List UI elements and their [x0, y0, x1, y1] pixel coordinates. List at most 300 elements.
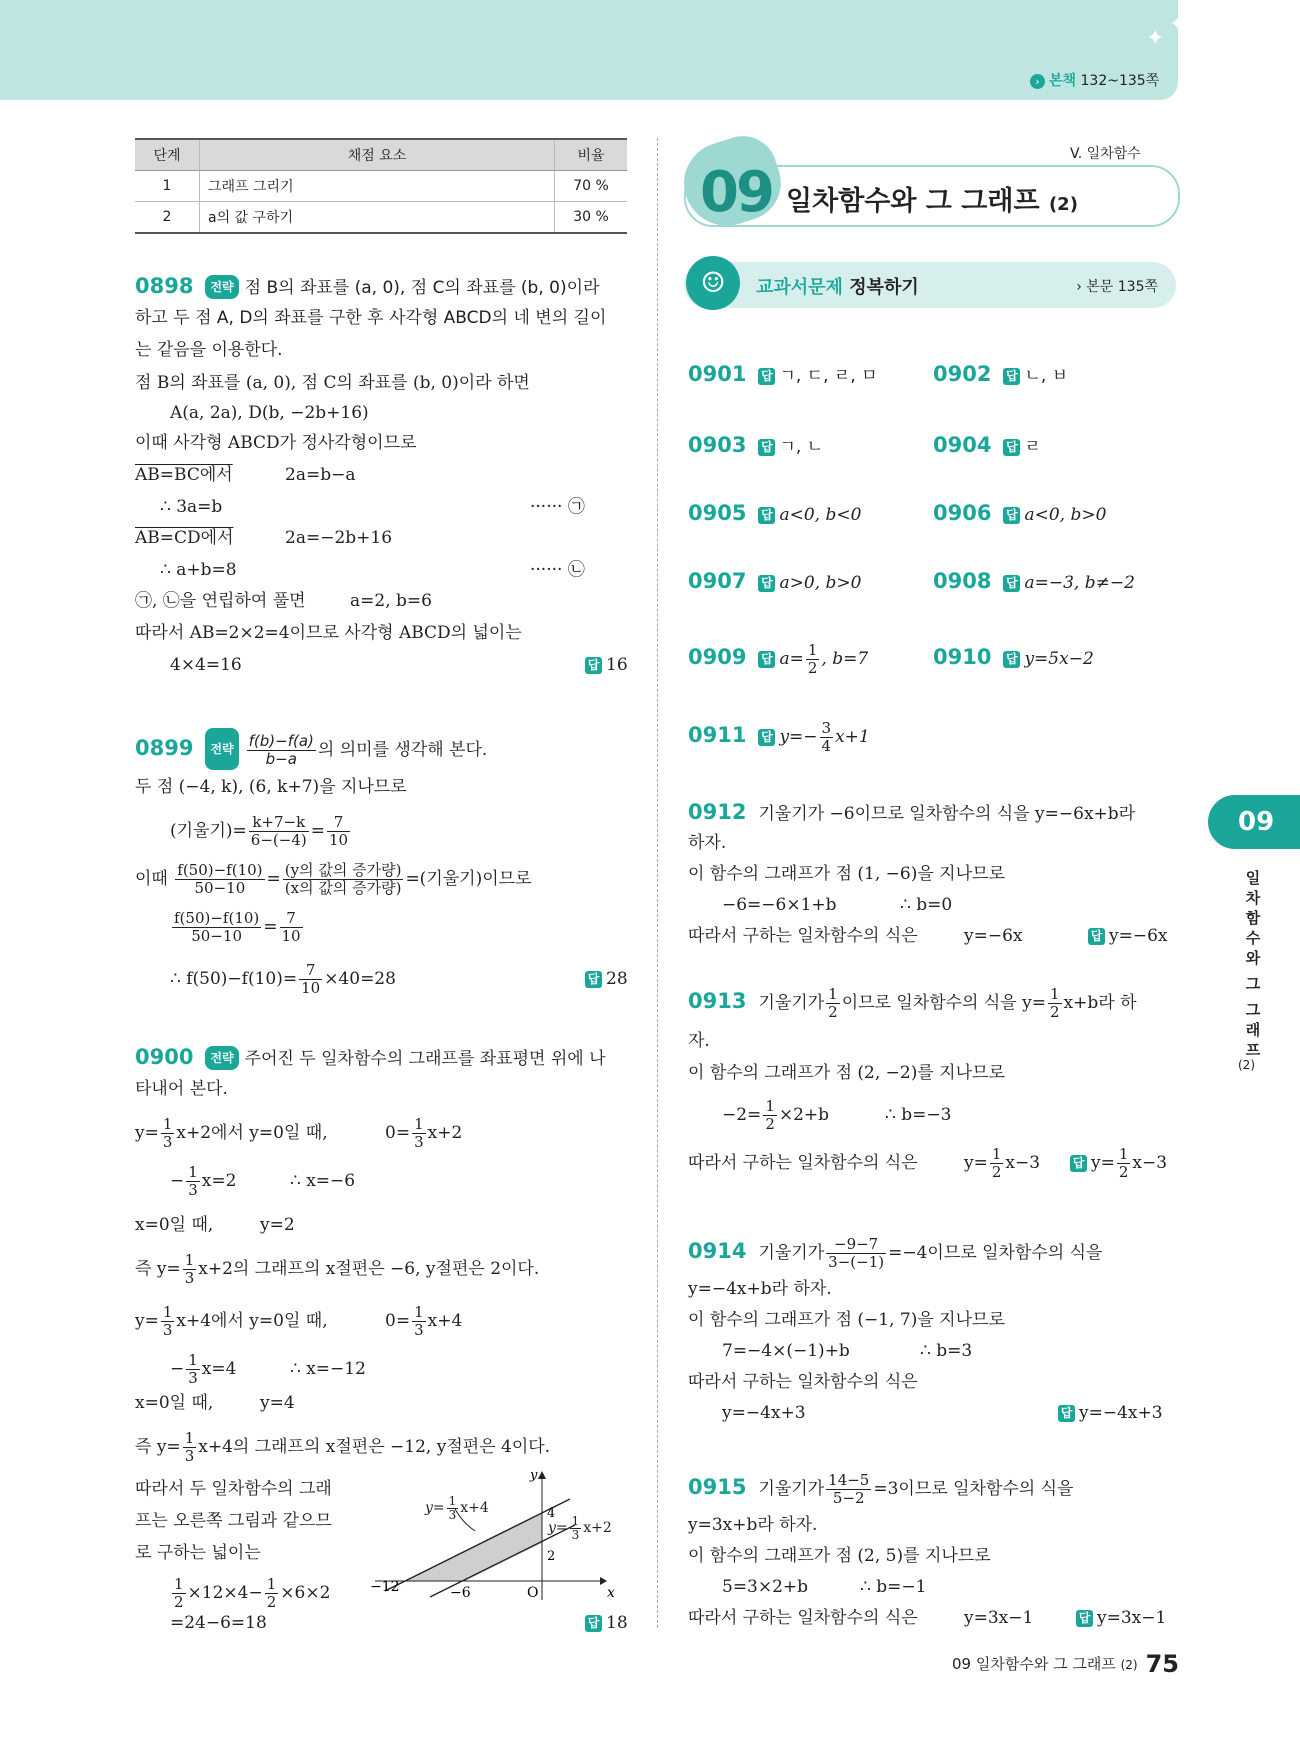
denominator: b−a [265, 749, 297, 768]
q0914-line: y=−4x+b라 하자. [688, 1279, 832, 1299]
p0898-line: ∴ 3a=b [160, 497, 223, 517]
p0900-eq: ∴ x=−12 [290, 1359, 366, 1379]
cell: 1 [135, 171, 200, 202]
q0912-line: 이 함수의 그래프가 점 (1, −6)을 지나므로 [688, 864, 1005, 884]
p0900-line: 로 구하는 넓이는 [135, 1543, 261, 1563]
p0898-eq: 2a=−2b+16 [285, 528, 393, 548]
text: 0= [385, 1123, 411, 1143]
denominator: 2 [174, 1593, 184, 1611]
answer-value: 16 [606, 655, 628, 675]
numerator: 1 [1118, 1145, 1129, 1163]
side-char: 일 [1245, 869, 1261, 887]
text: 이때 [135, 869, 168, 889]
answer-badge: 답 [1058, 1405, 1075, 1422]
denominator: 2 [1049, 1003, 1060, 1021]
denominator: 3 [448, 1507, 457, 1522]
denominator: 3 [184, 1269, 195, 1287]
bar-label-rest: 정복하기 [849, 277, 919, 298]
answer-0909 [688, 636, 868, 680]
q0914-line: 이 함수의 그래프가 점 (−1, 7)을 지나므로 [688, 1310, 1005, 1330]
q0913-line [722, 1094, 829, 1136]
text: 0= [385, 1311, 411, 1331]
problem-number: 0900 [135, 1045, 194, 1069]
strategy-badge: 전략 [205, 275, 238, 299]
text: 주어진 두 일차함수의 그래프를 좌표평면 위에 나 [244, 1049, 606, 1069]
answer-badge: 답 [758, 439, 775, 456]
th-criteria: 채점 요소 [200, 139, 555, 171]
p0898-answer [585, 654, 628, 676]
score-table [135, 138, 627, 234]
fraction [990, 1146, 1004, 1181]
p0900-line [170, 1348, 236, 1390]
fraction [820, 720, 834, 755]
q0915-line: 따라서 구하는 일차함수의 식은 [688, 1608, 918, 1628]
numerator: 1 [765, 1097, 775, 1115]
arrow-right-icon: › [1030, 74, 1045, 89]
q0914-statement [688, 1230, 1102, 1274]
p0900-line [135, 1426, 550, 1468]
problem-number: 0914 [688, 1239, 747, 1263]
answer-badge: 답 [585, 657, 602, 674]
answer-badge: 답 [758, 368, 775, 385]
fraction [1048, 986, 1062, 1021]
answer-badge: 답 [758, 729, 775, 746]
footer-label: 09 일차함수와 그 그래프 [952, 1655, 1116, 1673]
side-char: 와 [1245, 949, 1261, 967]
denominator: 2 [991, 1163, 1002, 1181]
tick-neg12: −12 [370, 1579, 400, 1595]
text: x+b라 하 [1063, 993, 1137, 1013]
text: x−3 [1132, 1153, 1168, 1173]
text: y= [135, 1311, 159, 1331]
p0899-line [170, 810, 352, 852]
problem-number: 0910 [933, 645, 992, 669]
text: x=2 [201, 1171, 237, 1191]
numerator: 1 [184, 1251, 195, 1269]
text: y= [1091, 1153, 1115, 1173]
q0915-line: 5=3×2+b [722, 1577, 809, 1597]
textbook-problems-bar [684, 262, 1176, 308]
x-axis-arrow [600, 1577, 607, 1585]
side-char: 프 [1245, 1041, 1261, 1059]
text: x+4 [460, 1500, 489, 1516]
answer-value: a<0, b<0 [779, 505, 862, 525]
denominator: 3 [188, 1181, 198, 1199]
answer-badge: 답 [1088, 928, 1105, 945]
p0900-strategy-2: 타내어 본다. [135, 1079, 228, 1099]
q0913-eq: ∴ b=−3 [885, 1105, 952, 1125]
denominator: 3 [414, 1133, 424, 1151]
answer-badge: 답 [1003, 368, 1020, 385]
cell: 30 % [555, 202, 628, 234]
problem-number: 0907 [688, 569, 747, 593]
numerator: 3 [821, 719, 832, 737]
text: x+2 [583, 1520, 612, 1536]
q0913-statement [688, 980, 1137, 1024]
fraction [806, 642, 820, 677]
text: =3이므로 일차함수의 식을 [873, 1479, 1074, 1499]
fraction [186, 1352, 200, 1387]
p0900-line: 프는 오른쪽 그림과 같으므 [135, 1511, 332, 1531]
sparkle-icon: ✦ [1170, 14, 1184, 33]
numerator: 7 [299, 962, 322, 980]
q0915-eq: y=3x−1 [964, 1608, 1034, 1628]
answer-0903 [688, 434, 823, 458]
p0899-line [170, 906, 305, 948]
p0900-line [135, 1248, 539, 1290]
numerator: 1 [184, 1429, 195, 1447]
numerator: (y의 값의 증가량) [284, 861, 402, 879]
text: y=− [779, 727, 818, 747]
q0912-line: −6=−6×1+b [722, 895, 837, 915]
text: ×6×2 [280, 1583, 331, 1603]
text: (기울기)= [170, 821, 247, 841]
strategy-badge: 전략 [205, 1046, 238, 1070]
denominator: 3−(−1) [828, 1253, 885, 1271]
answer-badge: 답 [585, 971, 602, 988]
p0900-line [170, 1160, 236, 1202]
text: ∴ f(50)−f(10)= [170, 969, 298, 989]
answer-value: ㄱ, ㄴ [779, 437, 824, 457]
side-tab-number: 09 [1208, 795, 1300, 849]
tick-4: 4 [547, 1506, 556, 1521]
answer-0906 [933, 502, 1106, 526]
numerator: −9−7 [826, 1236, 886, 1254]
side-char: 그 [1245, 1001, 1261, 1019]
p0900-eq: y=4 [260, 1393, 295, 1413]
text: − [170, 1359, 185, 1379]
q0912-statement [688, 801, 1135, 825]
p0898-line: 4×4=16 [170, 655, 242, 675]
problem-number: 0906 [933, 501, 992, 525]
p0898-line: 점 B의 좌표를 (a, 0), 점 C의 좌표를 (b, 0)이라 하면 [135, 373, 530, 393]
side-char: 래 [1245, 1021, 1261, 1039]
cell: 2 [135, 202, 200, 234]
fraction [763, 1098, 777, 1133]
p0900-eq [385, 1300, 462, 1342]
q0912-answer [1088, 925, 1168, 947]
text: =−4이므로 일차함수의 식을 [888, 1243, 1103, 1263]
title-sub: (2) [1048, 194, 1078, 215]
fraction [327, 814, 350, 849]
text: x+1 [835, 727, 870, 747]
fraction [172, 910, 261, 945]
answer-badge: 답 [1003, 575, 1020, 592]
y-axis-arrow [538, 1471, 546, 1479]
text: y= [135, 1123, 159, 1143]
answer-0908 [933, 570, 1135, 594]
text: , b=7 [821, 649, 869, 669]
text: = [310, 821, 325, 841]
denominator: 6−(−4) [250, 831, 307, 849]
fraction [161, 1304, 175, 1339]
q0915-eq: ∴ b=−1 [860, 1577, 927, 1597]
p0898-strategy-2: 하고 두 점 A, D의 좌표를 구한 후 사각형 ABCD의 네 변의 길이 [135, 308, 607, 328]
p0899-strategy [135, 728, 487, 770]
text: 의 의미를 생각해 본다. [317, 740, 488, 760]
answer-0911 [688, 714, 870, 758]
p0900-line: x=0일 때, [135, 1393, 214, 1413]
side-char: 함 [1245, 909, 1261, 927]
answer-0907 [688, 570, 861, 594]
fraction [299, 962, 322, 997]
ref-prefix: 본책 [1049, 73, 1077, 89]
numerator: 1 [266, 1575, 277, 1593]
text: 점 B의 좌표를 (a, 0), 점 C의 좌표를 (b, 0)이라 [244, 278, 600, 298]
p0898-mark: ······ ㉠ [530, 497, 585, 517]
sparkle-icon: ✦ [682, 165, 698, 186]
p0900-strategy-1 [135, 1046, 606, 1070]
fraction [161, 1116, 175, 1151]
p0898-strategy-1 [135, 275, 599, 299]
side-tab-sub: (2) [1238, 1058, 1255, 1072]
p0898-line: 이때 사각형 ABCD가 정사각형이므로 [135, 433, 417, 453]
fraction [283, 862, 404, 897]
answer-badge: 답 [585, 1615, 602, 1632]
p0900-eq: y=2 [260, 1215, 295, 1235]
answer-value: y=5x−2 [1024, 649, 1094, 669]
p0898-eq: 2a=b−a [285, 465, 356, 485]
denominator: 2 [266, 1593, 277, 1611]
p0899-line: 두 점 (−4, k), (6, k+7)을 지나므로 [135, 777, 407, 797]
problem-number: 0913 [688, 989, 747, 1013]
answer-badge: 답 [758, 507, 775, 524]
fraction [280, 910, 303, 945]
answer-value: y=−4x+3 [1079, 1403, 1163, 1423]
cell: 70 % [555, 171, 628, 202]
y-label: y [530, 1468, 538, 1483]
problem-number: 0902 [933, 362, 992, 386]
bar-page-ref: › 본문 135쪽 [1076, 279, 1158, 295]
q0914-answer [1058, 1402, 1163, 1424]
text: 즉 y= [135, 1259, 181, 1279]
p0898-line: 따라서 AB=2×2=4이므로 사각형 ABCD의 넓이는 [135, 623, 522, 643]
denominator: (x의 값의 증가량) [284, 879, 402, 897]
answer-value: ㄹ [1024, 437, 1041, 457]
text: 기울기가 [758, 993, 825, 1013]
p0899-line [135, 858, 531, 900]
problem-number: 0908 [933, 569, 992, 593]
text: x+2의 그래프의 x절편은 −6, y절편은 2이다. [198, 1259, 540, 1279]
p0900-line [135, 1112, 328, 1154]
chapter-label: V. 일차함수 [1070, 146, 1141, 162]
table-row [135, 171, 627, 202]
side-tab-vertical-title [1243, 868, 1263, 1060]
denominator: 10 [281, 927, 301, 945]
denominator: 10 [301, 979, 321, 997]
numerator: f(50)−f(10) [177, 861, 263, 879]
graph-label-bottom [548, 1508, 612, 1548]
q0912-line: 따라서 구하는 일차함수의 식은 [688, 926, 918, 946]
answer-0905 [688, 502, 861, 526]
p0898-eq: a=2, b=6 [350, 591, 432, 611]
denominator: 10 [328, 831, 349, 849]
text: a= [779, 649, 804, 669]
q0913-line: 따라서 구하는 일차함수의 식은 [688, 1153, 918, 1173]
q0914-line: y=−4x+3 [722, 1403, 806, 1423]
fraction [826, 1472, 871, 1507]
numerator: f(50)−f(10) [174, 909, 260, 927]
text: x+2 [427, 1123, 463, 1143]
q0914-line: 따라서 구하는 일차함수의 식은 [688, 1372, 918, 1392]
page-reference [1030, 70, 1159, 90]
q0915-line: 이 함수의 그래프가 점 (2, 5)를 지나므로 [688, 1546, 991, 1566]
numerator: 1 [448, 1493, 457, 1508]
p0900-line: 따라서 두 일차함수의 그래 [135, 1479, 332, 1499]
problem-number: 0899 [135, 736, 194, 760]
p0900-line [135, 1300, 328, 1342]
answer-value: ㄱ, ㄷ, ㄹ, ㅁ [779, 366, 878, 386]
sparkle-icon: ✦ [746, 134, 762, 155]
side-char: 그 [1245, 975, 1261, 993]
answer-value: a=−3, b≠−2 [1024, 573, 1135, 593]
answer-value: 28 [606, 969, 628, 989]
problem-number: 0911 [688, 723, 747, 747]
text: x−3 [1005, 1153, 1041, 1173]
p0898-mark: ······ ㉡ [530, 560, 585, 580]
p0898-strategy-3: 는 같음을 이용한다. [135, 340, 283, 360]
q0915-answer [1076, 1607, 1166, 1629]
text: = [263, 917, 278, 937]
denominator: 5−2 [832, 1489, 865, 1507]
denominator: 50−10 [194, 879, 246, 897]
table-row [135, 202, 627, 234]
sparkle-icon: ✦ [1146, 26, 1165, 51]
fraction [172, 1576, 186, 1611]
denominator: 4 [821, 737, 832, 755]
q0912-line: 하자. [688, 833, 727, 853]
denominator: 2 [807, 659, 818, 677]
text: x+4에서 y=0일 때, [176, 1311, 328, 1331]
p0900-eq [385, 1112, 462, 1154]
side-char: 차 [1245, 889, 1261, 907]
answer-0902 [933, 363, 1068, 387]
fraction [412, 1116, 426, 1151]
answer-badge: 답 [1003, 507, 1020, 524]
fraction [183, 1252, 197, 1287]
text: x+2에서 y=0일 때, [176, 1123, 328, 1143]
numerator: 1 [807, 641, 818, 659]
origin-label: O [527, 1585, 539, 1601]
q0913-line: 자. [688, 1031, 710, 1051]
title-main: 일차함수와 그 그래프 [786, 186, 1040, 217]
text: 즉 y= [135, 1437, 181, 1457]
text: x=4 [201, 1359, 237, 1379]
q0913-line: 이 함수의 그래프가 점 (2, −2)를 지나므로 [688, 1063, 1005, 1083]
p0900-answer [585, 1612, 628, 1634]
answer-0904 [933, 434, 1041, 458]
denominator: 2 [828, 1003, 838, 1021]
text: y= [548, 1520, 568, 1536]
text: =(기울기)이므로 [405, 869, 532, 889]
mascot-icon: ☺ [686, 256, 740, 310]
numerator: 1 [162, 1115, 173, 1133]
answer-badge: 답 [1076, 1610, 1093, 1627]
answer-value: ㄴ, ㅂ [1024, 366, 1069, 386]
p0898-line: A(a, 2a), D(b, −2b+16) [170, 403, 369, 423]
denominator: 50−10 [191, 927, 242, 945]
text: x+4 [427, 1311, 463, 1331]
numerator: 1 [571, 1513, 580, 1528]
answer-badge: 답 [758, 575, 775, 592]
fraction [186, 1164, 200, 1199]
text: ×40=28 [324, 969, 396, 989]
text: y= [425, 1500, 445, 1516]
text: y= [964, 1153, 988, 1173]
fraction [826, 986, 840, 1021]
th-step: 단계 [135, 139, 200, 171]
p0898-line: ㉠, ㉡을 연립하여 풀면 [135, 591, 306, 611]
numerator: 14−5 [828, 1471, 870, 1489]
p0900-line [170, 1572, 330, 1614]
numerator: 1 [188, 1351, 198, 1369]
graph-label-top [425, 1488, 489, 1528]
p0898-line [135, 527, 234, 549]
text: ×2+b [778, 1105, 830, 1125]
q0912-eq: ∴ b=0 [900, 895, 953, 915]
footer-sub: (2) [1120, 1658, 1138, 1672]
answer-badge: 답 [1003, 651, 1020, 668]
p0899-line [170, 958, 396, 1000]
fraction [826, 1236, 886, 1271]
text: − [170, 1171, 185, 1191]
numerator: 1 [188, 1163, 198, 1181]
strategy-badge: 전략 [205, 728, 238, 770]
text: 기울기가 −6이므로 일차함수의 식을 y=−6x+b라 [758, 804, 1136, 824]
denominator: 3 [188, 1369, 198, 1387]
header-band [0, 0, 1178, 100]
page-number: 75 [1145, 1650, 1179, 1678]
p0900-eq: ∴ x=−6 [290, 1171, 356, 1191]
numerator: 1 [414, 1115, 424, 1133]
q0914-line: 7=−4×(−1)+b [722, 1341, 850, 1361]
fraction [447, 1495, 459, 1522]
text: 기울기가 [758, 1479, 825, 1499]
th-ratio: 비율 [555, 139, 628, 171]
text: ×12×4− [187, 1583, 263, 1603]
answer-value: y=−6x [1109, 926, 1168, 946]
q0912-eq: y=−6x [964, 926, 1023, 946]
p0899-answer [585, 968, 628, 990]
problem-number: 0901 [688, 362, 747, 386]
answer-badge: 답 [758, 651, 775, 668]
problem-number: 0898 [135, 274, 194, 298]
side-char: 수 [1245, 929, 1261, 947]
answer-badge: 답 [1070, 1155, 1087, 1172]
numerator: k+7−k [249, 814, 309, 832]
bar-label [756, 273, 919, 299]
problem-number: 0903 [688, 433, 747, 457]
fraction [1117, 1146, 1131, 1181]
denominator: 3 [162, 1321, 173, 1339]
bar-page: 본문 135쪽 [1086, 279, 1158, 295]
numerator: 7 [280, 910, 303, 928]
text: AB=CD에서 [135, 528, 234, 548]
p0898-line: ∴ a+b=8 [160, 560, 237, 580]
fraction [265, 1576, 279, 1611]
q0915-statement [688, 1466, 1073, 1510]
fraction [249, 814, 309, 849]
answer-value: a>0, b>0 [779, 573, 862, 593]
problem-number: 0909 [688, 645, 747, 669]
fraction [183, 1430, 197, 1465]
fraction [570, 1515, 582, 1542]
denominator: 2 [765, 1115, 775, 1133]
answer-0910 [933, 646, 1094, 670]
numerator: 1 [991, 1145, 1002, 1163]
answer-value: y=3x−1 [1097, 1608, 1167, 1628]
numerator: f(b)−f(a) [248, 731, 314, 750]
